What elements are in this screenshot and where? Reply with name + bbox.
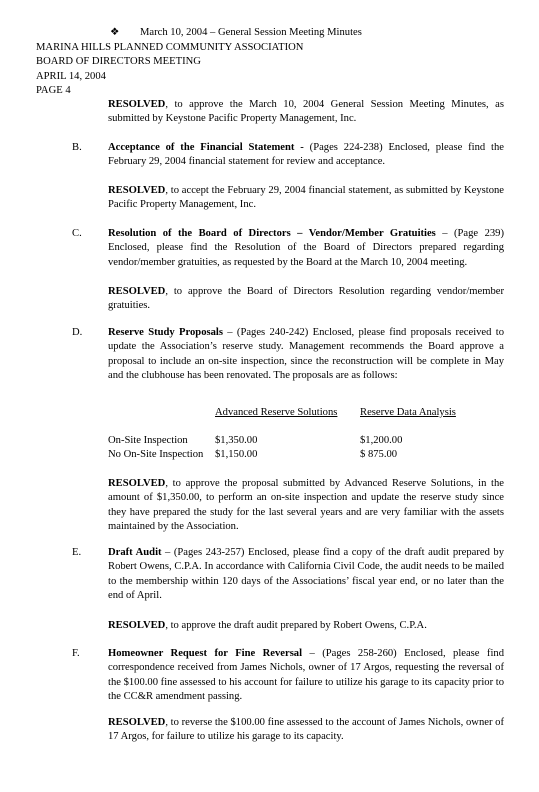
resolution-text: , to accept the February 29, 2004 financial statement, as submitted by Keystone Pacific Property Management, Inc. — [108, 185, 504, 211]
meeting-name: BOARD OF DIRECTORS MEETING — [36, 56, 201, 68]
item-resolution — [108, 619, 504, 633]
proposal-value-rda: $1,200.00 — [360, 435, 403, 446]
item-body — [108, 227, 504, 270]
item-text: – (Pages 258-260) Enclosed, please find correspondence received from James Nichols, owner of 17 Argos, requesting the reversal of the $100.00 fine assessed to his account for failure to utilize his garage to its capacity prior to the CC&R amendment passing. — [108, 648, 504, 703]
proposal-value-advanced: $1,150.00 — [215, 449, 258, 460]
item-letter: E. — [72, 547, 82, 558]
resolved-label: RESOLVED — [108, 99, 166, 110]
item-text: (Pages 224-238) Enclosed, please find the February 29, 2004 financial statement for review and acceptance. — [108, 142, 504, 168]
item-text: – (Pages 240-242) Enclosed, please find proposals received to update the Association’s reserve study. Management recommends the Board approve a proposal to include an on-site inspection, since the reconstruction will be complete in May and the clubhouse has been renovated. The proposals are as follows: — [108, 327, 504, 382]
item-letter: D. — [72, 327, 83, 338]
item-resolution — [108, 184, 504, 213]
item-title: Resolution of the Board of Directors – Vendor/Member Gratuities — [108, 228, 436, 239]
resolved-label: RESOLVED — [108, 620, 166, 631]
item-letter: F. — [72, 648, 80, 659]
resolution-text: , to approve the Board of Directors Resolution regarding vendor/member gratuities. — [108, 286, 504, 312]
item-body — [108, 546, 504, 604]
item-body — [108, 141, 504, 170]
document-header-line — [110, 26, 362, 40]
resolved-label: RESOLVED — [108, 286, 166, 297]
item-body — [108, 647, 504, 705]
meeting-header — [36, 41, 303, 99]
resolved-label: RESOLVED — [108, 478, 166, 489]
item-text: – (Page 239) Enclosed, please find the Resolution of the Board of Directors prepared regarding vendor/member gratuities, as requested by the Board at the March 10, 2004 meeting. — [108, 228, 505, 268]
item-letter: B. — [72, 142, 82, 153]
resolution-text: , to approve the draft audit prepared by Robert Owens, C.P.A. — [165, 620, 427, 631]
association-name: MARINA HILLS PLANNED COMMUNITY ASSOCIATION — [36, 42, 304, 53]
item-title: Acceptance of the Financial Statement - — [108, 142, 304, 153]
resolved-label: RESOLVED — [108, 717, 166, 728]
item-letter: C. — [72, 228, 82, 239]
resolved-label: RESOLVED — [108, 185, 166, 196]
document-title: March 10, 2004 – General Session Meeting Minutes — [140, 27, 362, 38]
proposal-header-rda: Reserve Data Analysis — [360, 407, 456, 418]
resolution-text: , to approve the March 10, 2004 General Session Meeting Minutes, as submitted by Keystone Pacific Property Management, Inc. — [108, 99, 504, 125]
proposal-value-advanced: $1,350.00 — [215, 435, 258, 446]
meeting-date: APRIL 14, 2004 — [36, 70, 106, 82]
item-resolution — [108, 477, 504, 535]
item-resolution — [108, 716, 504, 745]
item-title: Draft Audit — [108, 547, 162, 558]
bullet-icon: ❖ — [110, 27, 120, 38]
item-text: – (Pages 243-257) Enclosed, please find a copy of the draft audit prepared by Robert Owens, C.P.A. In accordance with California Civil Code, the audit needs to be mailed to the membership within 120 days of the Associations’ fiscal year end, or no later than the end of April. — [108, 547, 504, 602]
proposal-row-label: On-Site Inspection — [108, 435, 188, 446]
proposal-value-rda: $ 875.00 — [360, 449, 398, 460]
proposal-row-label: No On-Site Inspection — [108, 449, 204, 460]
item-title: Homeowner Request for Fine Reversal — [108, 648, 303, 659]
page-number: PAGE 4 — [36, 85, 71, 97]
resolution-text: , to approve the proposal submitted by Advanced Reserve Solutions, in the amount of $1,350.00, to perform an on-site inspection and update the reserve study since they have prepared the study for the last several years and are very familiar with the assets maintained by the Association. — [108, 478, 504, 533]
resolution-text: , to reverse the $100.00 fine assessed to the account of James Nichols, owner of 17 Argos, for failure to utilize his garage to its capacity. — [108, 717, 504, 743]
proposal-header-advanced: Advanced Reserve Solutions — [215, 407, 338, 418]
intro-resolution — [108, 98, 504, 127]
item-body — [108, 326, 504, 384]
item-resolution — [108, 285, 504, 314]
item-title: Reserve Study Proposals — [108, 327, 223, 338]
